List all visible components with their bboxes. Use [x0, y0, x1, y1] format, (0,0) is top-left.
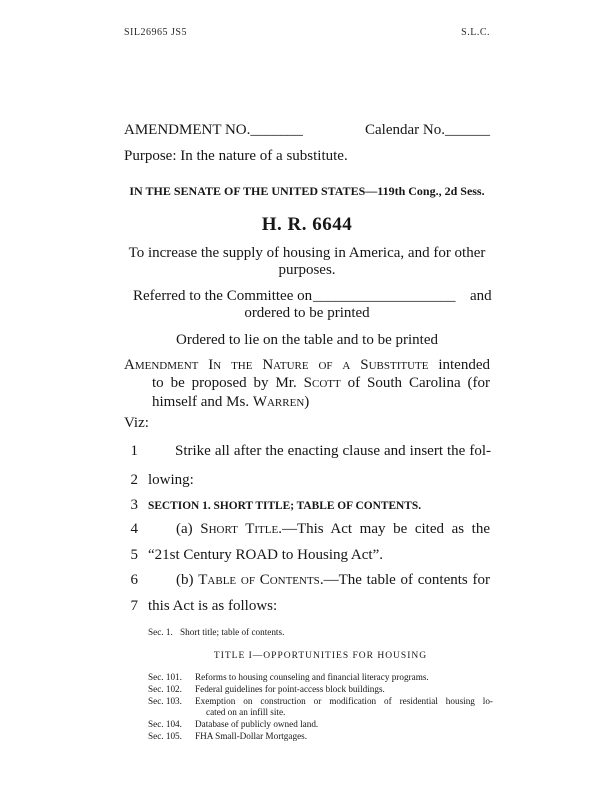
line-number: 5: [130, 547, 138, 563]
bill-number: H. R. 6644: [261, 214, 353, 235]
line-text: lowing:: [148, 472, 194, 488]
line-text: [176, 573, 490, 588]
toc-title-heading: TITLE I—OPPORTUNITIES FOR HOUSING: [213, 651, 428, 661]
substitute-line-3-pre: himself and Ms.: [152, 394, 250, 410]
toc-entry-label: Sec. 1.: [148, 627, 173, 637]
substitute-heading: Amendment In the Nature of a Substitute: [124, 357, 429, 373]
bill-line-1: [0, 444, 613, 461]
line-text: “21st Century ROAD to Housing Act”.: [148, 547, 383, 563]
substitute-line-3-post: ): [304, 394, 310, 410]
toc-entry-text: Reforms to housing counseling and financial literacy programs.: [195, 672, 429, 682]
toc-entry-text: Short title; table of contents.: [180, 627, 285, 637]
bill-line-2: [0, 473, 613, 490]
line-text: Strike all after the enacting clause and insert the fol-: [175, 443, 491, 459]
toc-entry-continuation: cated on an infill site.: [206, 707, 286, 717]
toc-entry-label: Sec. 104.: [148, 719, 182, 729]
subsection-heading: Short Title: [200, 521, 279, 537]
cosponsor-name: Warren: [252, 394, 305, 410]
toc-entry-text: FHA Small-Dollar Mortgages.: [195, 731, 308, 741]
amendment-number: AMENDMENT NO._______: [124, 122, 303, 138]
toc-entry-sec-104: [0, 720, 613, 731]
line-number: 1: [130, 443, 138, 459]
toc-entry-sec-101: [0, 673, 613, 684]
toc-entry-label: Sec. 103.: [148, 696, 182, 706]
substitute-line-2-pre: to be proposed by Mr.: [152, 375, 297, 391]
line-number: 4: [130, 521, 138, 537]
session-line: IN THE SENATE OF THE UNITED STATES—119th Cong., 2d Sess.: [129, 184, 485, 198]
subsection-marker: (a): [176, 521, 193, 537]
toc-entry-sec-103: [0, 697, 613, 720]
subsection-text: .—The table of contents for: [319, 572, 490, 588]
line-number: 3: [130, 497, 138, 513]
bill-line-7: [0, 599, 613, 616]
toc-entry-label: Sec. 105.: [148, 731, 182, 741]
toc-entry-sec-105: [0, 732, 613, 743]
sponsor-name: Scott: [303, 375, 341, 391]
substitute-line-1-rest: intended: [438, 357, 490, 373]
substitute-line-2-post: of South Carolina (for: [347, 375, 491, 391]
section-heading: SECTION 1. SHORT TITLE; TABLE OF CONTENTS.: [148, 500, 422, 512]
bill-line-3: [0, 498, 613, 515]
bill-line-5: [0, 548, 613, 565]
viz-label: Viz:: [124, 415, 149, 431]
subsection-heading: Table of Contents: [198, 572, 320, 588]
toc-entry-label: Sec. 102.: [148, 684, 182, 694]
referral-line: [0, 289, 613, 306]
drafter-initials: S.L.C.: [461, 27, 490, 38]
line-number: 6: [130, 572, 138, 588]
committee-blank: ___________________: [313, 288, 456, 304]
subsection-text: .—This Act may be cited as the: [278, 521, 491, 537]
document-id: SIL26965 JS5: [124, 27, 187, 38]
substitute-line-3: [152, 395, 309, 410]
referral-suffix: and: [470, 288, 492, 304]
ordered-line: Ordered to lie on the table and to be printed: [176, 332, 438, 348]
line-number: 2: [130, 472, 138, 488]
referral-prefix: Referred to the Committee on: [133, 288, 313, 304]
substitute-line-2: [152, 376, 490, 391]
toc-entry-text: Federal guidelines for point-access block buildings.: [195, 684, 385, 694]
bill-line-4: [0, 522, 613, 539]
calendar-number: Calendar No.______: [365, 122, 490, 138]
purpose-line: Purpose: In the nature of a substitute.: [124, 148, 348, 164]
toc-entry-label: Sec. 101.: [148, 672, 182, 682]
long-title-line-1: To increase the supply of housing in America, and for other: [128, 245, 486, 261]
line-text: this Act is as follows:: [148, 598, 278, 614]
line-text: [176, 522, 490, 537]
line-number: 7: [130, 598, 138, 614]
subsection-marker: (b): [176, 572, 194, 588]
referral-continuation: ordered to be printed: [244, 305, 370, 321]
toc-entry-text: Exemption on construction or modification of residential housing lo-: [195, 696, 493, 706]
long-title-line-2: purposes.: [278, 262, 336, 278]
bill-line-6: [0, 573, 613, 590]
toc-entry-sec-1: [0, 628, 613, 639]
substitute-line-1: [124, 358, 490, 373]
toc-entry-text: Database of publicly owned land.: [195, 719, 319, 729]
toc-entry-sec-102: [0, 685, 613, 696]
